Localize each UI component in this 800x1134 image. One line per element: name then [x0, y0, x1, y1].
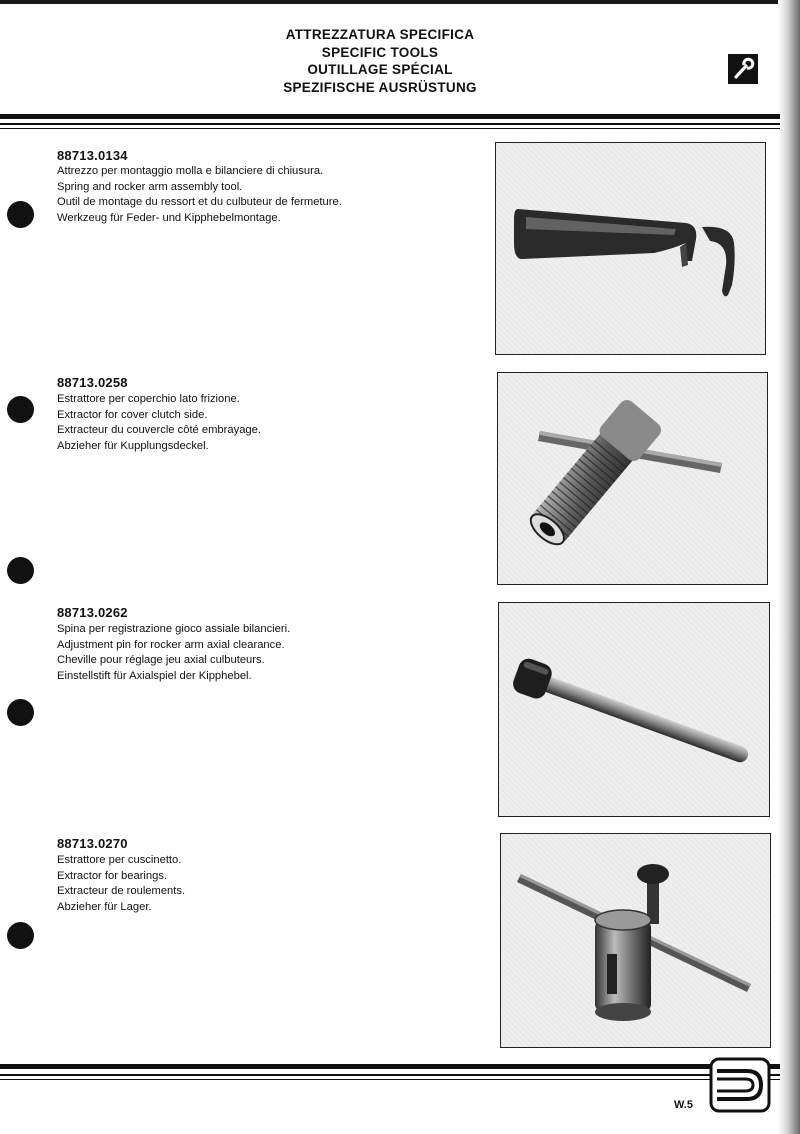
footer-rule-thick [0, 1064, 780, 1069]
desc-line-en: Adjustment pin for rocker arm axial clearance. [57, 638, 285, 651]
binder-hole [7, 922, 34, 949]
page-header [180, 26, 580, 96]
item-description [57, 622, 290, 684]
header-title-en: SPECIFIC TOOLS [321, 44, 439, 60]
header-rule-thin-2 [0, 128, 780, 129]
page-number: W.5 [674, 1099, 693, 1111]
item-description [57, 164, 342, 226]
page-edge-shadow [778, 0, 800, 1134]
header-title-it: ATTREZZATURA SPECIFICA [285, 27, 475, 42]
header-rule-thick [0, 114, 780, 119]
wrench-icon [728, 54, 758, 84]
rocker-arm-tool-icon [495, 142, 766, 355]
desc-line-en: Spring and rocker arm assembly tool. [57, 180, 243, 193]
desc-line-fr: Extracteur de roulements. [57, 885, 186, 897]
binder-hole [7, 201, 34, 228]
desc-line-fr: Cheville pour réglage jeu axial culbuteurs. [57, 654, 265, 666]
item-code: 88713.0270 [57, 836, 128, 851]
binder-hole [7, 557, 34, 584]
top-border [0, 0, 800, 4]
footer-rule-thin-2 [0, 1079, 780, 1080]
binder-hole [7, 699, 34, 726]
desc-line-it: Spina per registrazione gioco assiale bilancieri. [57, 623, 291, 635]
desc-line-en: Extractor for bearings. [57, 869, 168, 882]
desc-line-de: Einstellstift für Axialspiel der Kipphebel. [57, 669, 252, 682]
desc-line-it: Attrezzo per montaggio molla e bilanciere di chiusura. [57, 165, 324, 177]
item-description [57, 392, 261, 454]
desc-line-it: Estrattore per coperchio lato frizione. [57, 393, 240, 405]
header-rule-thin [0, 123, 780, 125]
header-title-de: SPEZIFISCHE AUSRÜSTUNG [283, 79, 477, 95]
bearing-extractor-icon [500, 833, 771, 1048]
adjustment-pin-icon [498, 602, 770, 817]
brand-logo-icon [709, 1057, 771, 1113]
desc-line-de: Abzieher für Kupplungsdeckel. [57, 439, 209, 452]
desc-line-en: Extractor for cover clutch side. [57, 408, 208, 421]
item-code: 88713.0258 [57, 375, 128, 390]
binder-hole [7, 396, 34, 423]
desc-line-de: Abzieher für Lager. [57, 900, 152, 913]
footer-rule-thin [0, 1074, 780, 1076]
desc-line-fr: Extracteur du couvercle côté embrayage. [57, 424, 261, 436]
item-description [57, 853, 185, 915]
desc-line-fr: Outil de montage du ressort et du culbuteur de fermeture. [57, 196, 342, 208]
desc-line-de: Werkzeug für Feder- und Kipphebelmontage. [57, 211, 281, 224]
desc-line-it: Estrattore per cuscinetto. [57, 854, 182, 866]
item-code: 88713.0134 [57, 148, 128, 163]
cover-extractor-icon [497, 372, 768, 585]
item-code: 88713.0262 [57, 605, 128, 620]
header-title-fr: OUTILLAGE SPÉCIAL [307, 62, 453, 77]
